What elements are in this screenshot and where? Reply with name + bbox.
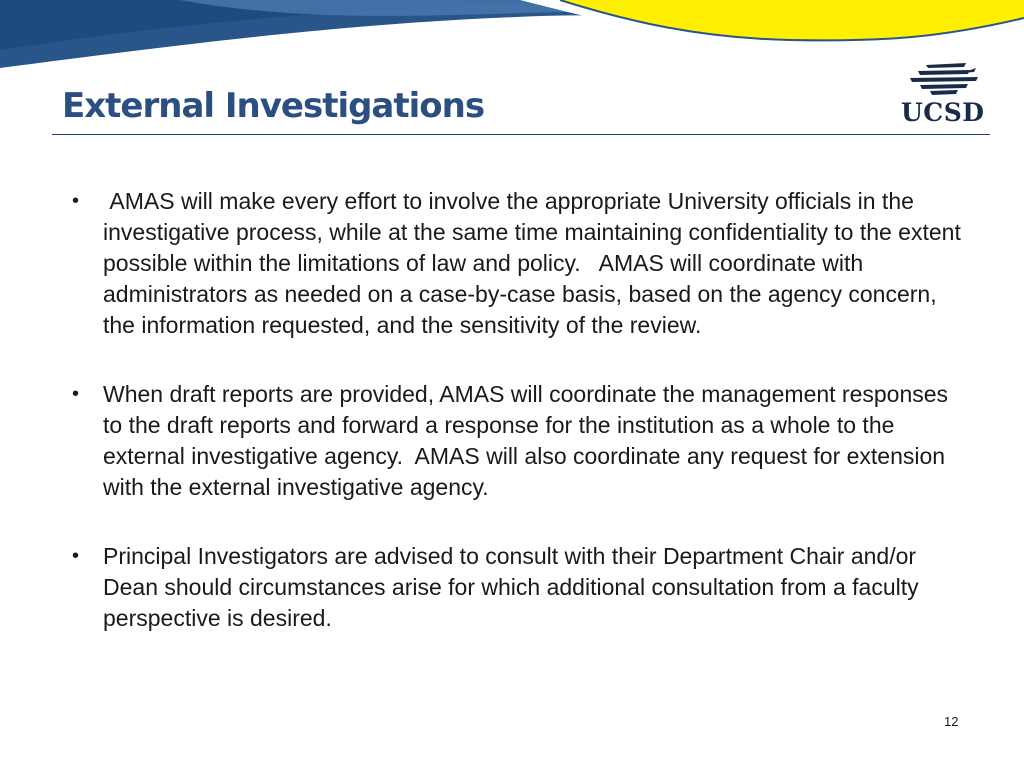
bullet-item (70, 379, 965, 503)
bullet-icon: • (72, 190, 80, 212)
ucsd-logo (898, 62, 988, 128)
bullet-text: When draft reports are provided, AMAS will coordinate the management responses to the draft reports and forward a response for the institution as a whole to the external investigative agency. AMAS will also coordinate any request for extension with the external investigative agency. (103, 381, 955, 500)
header-wave-decoration (0, 0, 1024, 90)
page-number: 12 (944, 714, 959, 729)
slide-title: External Investigations (62, 86, 485, 126)
title-divider (52, 134, 990, 135)
bullet-text: Principal Investigators are advised to consult with their Department Chair and/or Dean should circumstances arise for which additional consultation from a faculty perspective is desired. (103, 543, 926, 631)
bullet-icon: • (72, 545, 80, 567)
bullet-icon: • (72, 383, 80, 405)
bullet-item (70, 541, 965, 634)
bullet-text: AMAS will make every effort to involve the appropriate University officials in the investigative process, while at the same time maintaining confidentiality to the extent possible within the limitations of law and policy. AMAS will coordinate with administrators as needed on a case-by-case basis, based on the agency concern, the information requested, and the sensitivity of the review. (103, 188, 968, 338)
ucsd-logo-text: UCSD (901, 98, 985, 127)
bullet-item (70, 186, 968, 341)
bullet-list (70, 186, 968, 672)
ucsd-logo-icon (906, 62, 982, 96)
